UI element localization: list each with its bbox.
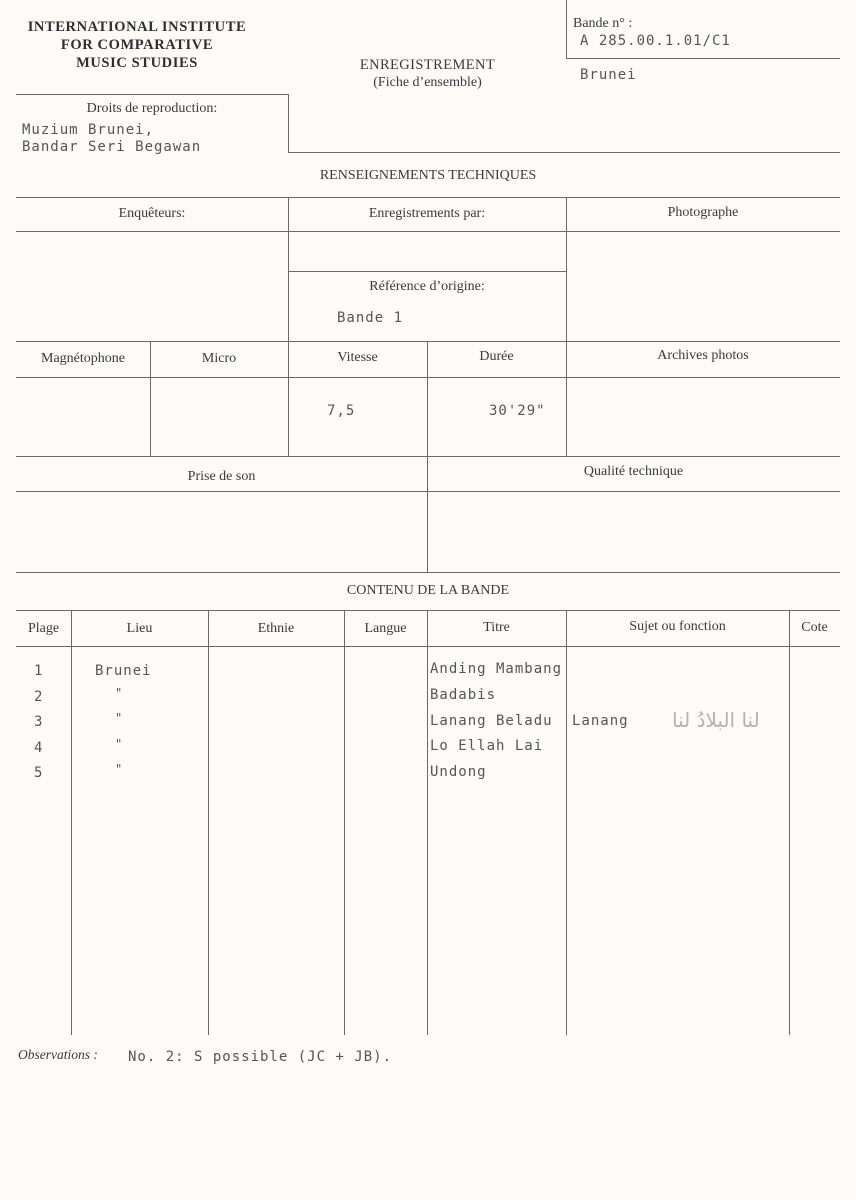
enqueteurs-label: Enquêteurs: (118, 206, 186, 221)
reference-value: Bande 1 (337, 310, 404, 326)
divider (16, 231, 840, 232)
column-header-lieu: Lieu (126, 621, 153, 636)
rights-line: Muzium Brunei, (22, 122, 155, 138)
bande-number: A 285.00.1.01/C1 (580, 33, 731, 49)
row-plage: 1 (34, 663, 44, 679)
row-plage: 3 (34, 714, 44, 730)
row-titre: Badabis (430, 687, 497, 703)
magnetophone-label: Magnétophone (41, 351, 125, 366)
vitesse-value: 7,5 (327, 403, 356, 419)
institute-line: MUSIC STUDIES (76, 55, 198, 71)
column-header-cote: Cote (801, 620, 828, 635)
rights-box-top (16, 94, 288, 95)
divider (16, 491, 840, 492)
row-titre: Anding Mambang (430, 661, 563, 677)
institute-line: INTERNATIONAL INSTITUTE (27, 19, 247, 35)
form-subtitle: (Fiche d’ensemble) (373, 75, 482, 90)
divider (16, 572, 840, 573)
row-lieu: " (115, 737, 124, 751)
reference-label: Référence d’origine: (369, 279, 485, 294)
divider (16, 341, 840, 342)
arabic-handwritten-note: لنا البلادُ لنا (672, 708, 760, 732)
divider (208, 610, 209, 1035)
observations-label: Observations : (18, 1047, 98, 1062)
duree-label: Durée (479, 349, 514, 364)
column-header-sujet: Sujet ou fonction (629, 619, 726, 634)
archives-label: Archives photos (657, 348, 749, 363)
row-plage: 4 (34, 740, 44, 756)
photographe-label: Photographe (667, 205, 739, 220)
column-header-ethnie: Ethnie (257, 621, 295, 636)
rights-box-right (288, 94, 289, 153)
divider (566, 610, 567, 1035)
contenu-section-title: CONTENU DE LA BANDE (346, 583, 510, 598)
enregistrements-label: Enregistrements par: (368, 206, 486, 221)
bande-label: Bande n° : (573, 16, 633, 31)
column-header-titre: Titre (483, 620, 510, 635)
row-lieu: " (115, 762, 124, 776)
column-header-plage: Plage (27, 621, 60, 636)
divider (71, 610, 72, 1035)
divider (288, 271, 566, 272)
row-titre: Lanang Beladu (430, 713, 553, 729)
divider (789, 610, 790, 1035)
row-sujet: Lanang (572, 713, 629, 729)
duree-value: 30'29" (489, 403, 546, 419)
divider (288, 152, 840, 153)
row-plage: 5 (34, 765, 44, 781)
form-title: ENREGISTREMENT (359, 57, 496, 73)
divider (16, 377, 840, 378)
row-lieu: Brunei (95, 663, 152, 679)
row-titre: Undong (430, 764, 487, 780)
institute-name (12, 18, 262, 72)
divider (427, 610, 428, 1035)
rights-label: Droits de reproduction: (86, 101, 218, 116)
row-lieu: " (115, 686, 124, 700)
divider (16, 197, 840, 198)
divider (16, 646, 840, 647)
technical-section-title: RENSEIGNEMENTS TECHNIQUES (319, 168, 537, 183)
prise-label: Prise de son (187, 469, 256, 484)
country-value: Brunei (580, 67, 637, 83)
bande-box-bottom (566, 58, 840, 59)
bande-box-left (566, 0, 567, 58)
row-lieu: " (115, 711, 124, 725)
column-header-langue: Langue (364, 621, 407, 636)
divider (344, 610, 345, 1035)
qualite-label: Qualité technique (583, 464, 684, 479)
rights-line: Bandar Seri Begawan (22, 139, 202, 155)
micro-label: Micro (201, 351, 237, 366)
vitesse-label: Vitesse (337, 350, 378, 365)
row-titre: Lo Ellah Lai (430, 738, 544, 754)
form-title-block (330, 57, 525, 91)
institute-line: FOR COMPARATIVE (60, 37, 214, 53)
row-plage: 2 (34, 689, 44, 705)
divider (16, 456, 840, 457)
divider (16, 610, 840, 611)
observations-value: No. 2: S possible (JC + JB). (128, 1049, 393, 1065)
